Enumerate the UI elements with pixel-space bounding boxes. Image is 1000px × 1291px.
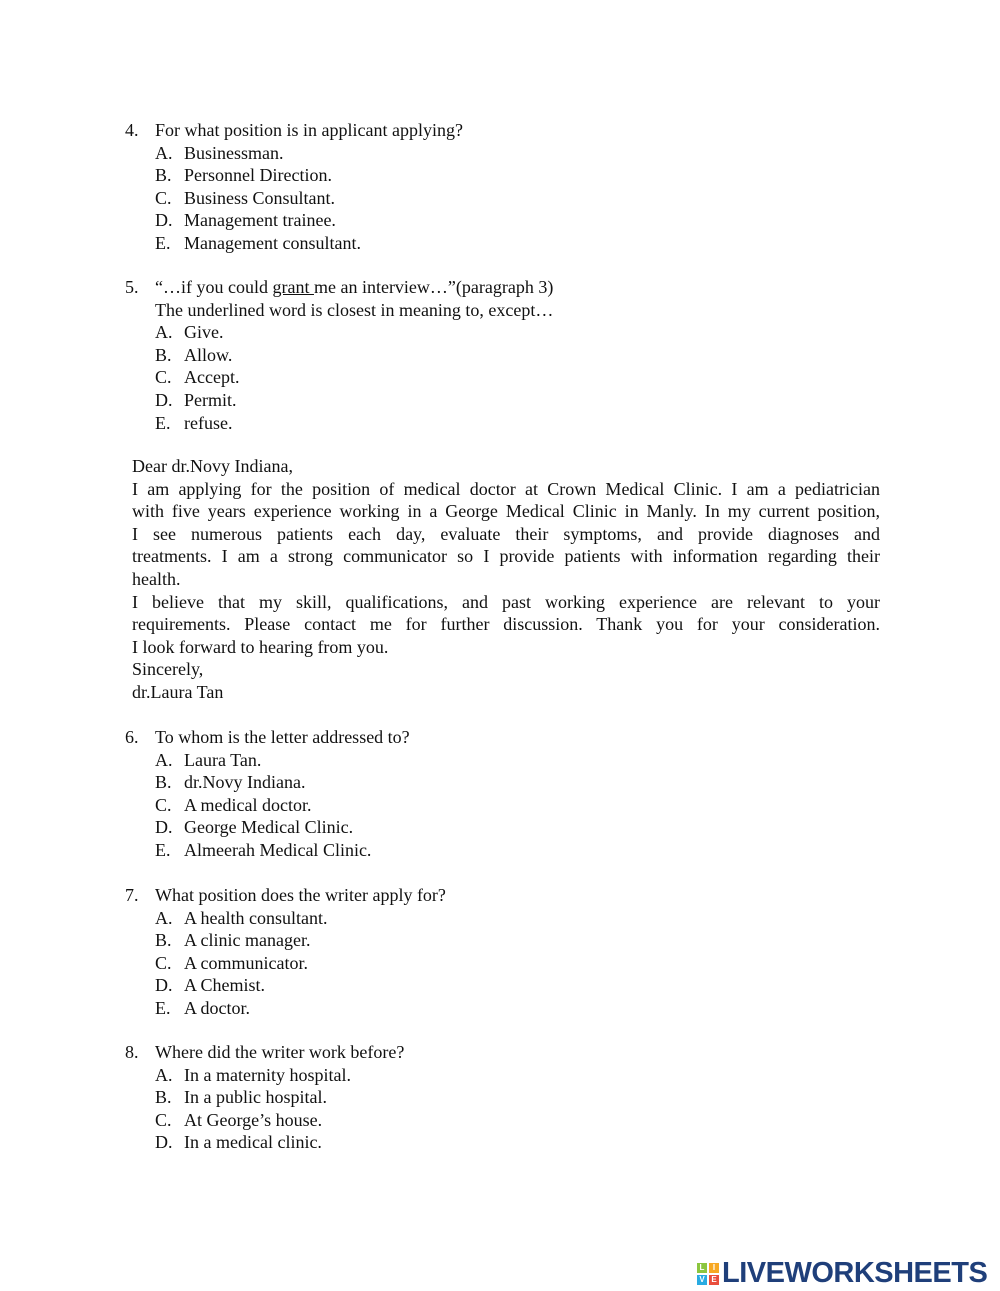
option-text: Laura Tan. <box>184 749 262 770</box>
option-text: In a public hospital. <box>184 1087 327 1108</box>
liveworksheets-logo <box>697 1257 987 1290</box>
option-letter: D. <box>155 389 173 410</box>
answer-option[interactable] <box>125 187 885 210</box>
option-letter: B. <box>155 344 172 365</box>
logo-text: LIVEWORKSHEETS <box>722 1257 988 1289</box>
option-letter: A. <box>155 749 173 770</box>
answer-option[interactable] <box>125 344 885 367</box>
option-letter: B. <box>155 772 172 793</box>
answer-option[interactable] <box>125 1064 885 1087</box>
letter-line: treatments. I am a strong communicator so I provide patients with information regarding their <box>132 546 880 567</box>
option-text: George Medical Clinic. <box>184 817 354 838</box>
question-number: 8. <box>125 1042 139 1062</box>
question-stem: The underlined word is closest in meaning to, except… <box>155 299 554 320</box>
question-stem: Where did the writer work before? <box>155 1042 405 1062</box>
option-letter: B. <box>155 165 172 186</box>
answer-option[interactable] <box>125 366 885 389</box>
answer-option[interactable] <box>125 142 885 165</box>
letter-line: I see numerous patients each day, evaluate their symptoms, and provide diagnoses and <box>132 523 880 544</box>
answer-option[interactable] <box>125 1109 885 1132</box>
option-text: A communicator. <box>184 952 308 973</box>
answer-option[interactable] <box>125 1086 885 1109</box>
option-text: In a maternity hospital. <box>184 1064 351 1085</box>
option-letter: C. <box>155 794 172 815</box>
answer-option[interactable] <box>125 412 885 435</box>
option-letter: B. <box>155 1087 172 1108</box>
option-letter: C. <box>155 1109 172 1130</box>
option-letter: E. <box>155 997 171 1018</box>
question-stem: For what position is in applicant applying? <box>155 120 463 140</box>
option-letter: C. <box>155 367 172 388</box>
question-stem: To whom is the letter addressed to? <box>155 727 410 747</box>
option-letter: E. <box>155 232 171 253</box>
letter-line: Sincerely, <box>132 659 204 680</box>
answer-option[interactable] <box>125 794 885 817</box>
option-text: Permit. <box>184 389 237 410</box>
question-5 <box>125 276 885 434</box>
question-8 <box>125 1041 885 1154</box>
option-letter: A. <box>155 142 173 163</box>
letter-line: requirements. Please contact me for further discussion. Thank you for your consideration. <box>132 614 880 635</box>
answer-option[interactable] <box>125 997 885 1020</box>
question-7 <box>125 884 885 1020</box>
question-stem: What position does the writer apply for? <box>155 885 446 905</box>
question-number: 7. <box>125 885 139 905</box>
letter-line: I look forward to hearing from you. <box>132 636 389 657</box>
answer-option[interactable] <box>125 771 885 794</box>
answer-option[interactable] <box>125 389 885 412</box>
quote-before: “…if you could <box>155 277 273 297</box>
question-quote <box>155 276 553 299</box>
letter-line: I believe that my skill, qualifications, and past working experience are relevant to your <box>132 591 880 612</box>
option-text: In a medical clinic. <box>184 1132 322 1153</box>
letter-line: I am applying for the position of medical doctor at Crown Medical Clinic. I am a pediatrician <box>132 478 880 499</box>
option-letter: C. <box>155 952 172 973</box>
cover-letter <box>132 455 880 704</box>
option-letter: D. <box>155 817 173 838</box>
option-letter: D. <box>155 210 173 231</box>
answer-option[interactable] <box>125 164 885 187</box>
option-letter: D. <box>155 1132 173 1153</box>
letter-line: health. <box>132 568 181 589</box>
underlined-word: grant <box>272 277 314 297</box>
question-6 <box>125 726 885 862</box>
question-number: 4. <box>125 120 139 140</box>
answer-option[interactable] <box>125 907 885 930</box>
answer-option[interactable] <box>125 974 885 997</box>
question-stem-line <box>125 726 885 749</box>
answer-option[interactable] <box>125 816 885 839</box>
answer-option[interactable] <box>125 952 885 975</box>
option-text: A doctor. <box>184 997 250 1018</box>
letter-line: Dear dr.Novy Indiana, <box>132 456 293 476</box>
option-text: A medical doctor. <box>184 794 312 815</box>
option-text: Personnel Direction. <box>184 165 332 186</box>
question-4 <box>125 119 885 255</box>
answer-option[interactable] <box>125 839 885 862</box>
question-stem-line <box>125 1041 885 1064</box>
question-stem-line <box>125 119 885 142</box>
option-text: Management consultant. <box>184 232 361 253</box>
option-text: Management trainee. <box>184 210 336 231</box>
question-number: 5. <box>125 277 139 297</box>
answer-option[interactable] <box>125 749 885 772</box>
question-number: 6. <box>125 727 139 747</box>
logo-blocks-icon: L I V E <box>697 1263 719 1285</box>
option-text: Business Consultant. <box>184 187 336 208</box>
option-text: Almeerah Medical Clinic. <box>184 839 372 860</box>
answer-option[interactable] <box>125 321 885 344</box>
option-letter: A. <box>155 907 173 928</box>
option-text: A Chemist. <box>184 975 266 996</box>
option-letter: D. <box>155 975 173 996</box>
option-text: At George’s house. <box>184 1109 323 1130</box>
answer-option[interactable] <box>125 929 885 952</box>
letter-line: with five years experience working in a George Medical Clinic in Manly. In my current position, <box>132 501 880 522</box>
option-text: A clinic manager. <box>184 930 311 951</box>
option-letter: C. <box>155 187 172 208</box>
option-text: refuse. <box>184 412 233 433</box>
letter-line: dr.Laura Tan <box>132 681 224 702</box>
question-stem-line <box>125 299 885 322</box>
option-text: dr.Novy Indiana. <box>184 772 306 793</box>
answer-option[interactable] <box>125 1131 885 1154</box>
option-text: Businessman. <box>184 142 284 163</box>
answer-option[interactable] <box>125 232 885 255</box>
option-letter: E. <box>155 839 171 860</box>
option-text: Give. <box>184 322 224 343</box>
option-text: Accept. <box>184 367 240 388</box>
quote-after: me an interview…”(paragraph 3) <box>313 277 554 297</box>
question-stem-line <box>125 276 885 299</box>
answer-option[interactable] <box>125 209 885 232</box>
option-letter: A. <box>155 1064 173 1085</box>
option-letter: B. <box>155 930 172 951</box>
option-text: Allow. <box>184 344 233 365</box>
option-text: A health consultant. <box>184 907 328 928</box>
option-letter: E. <box>155 412 171 433</box>
question-stem-line <box>125 884 885 907</box>
option-letter: A. <box>155 322 173 343</box>
